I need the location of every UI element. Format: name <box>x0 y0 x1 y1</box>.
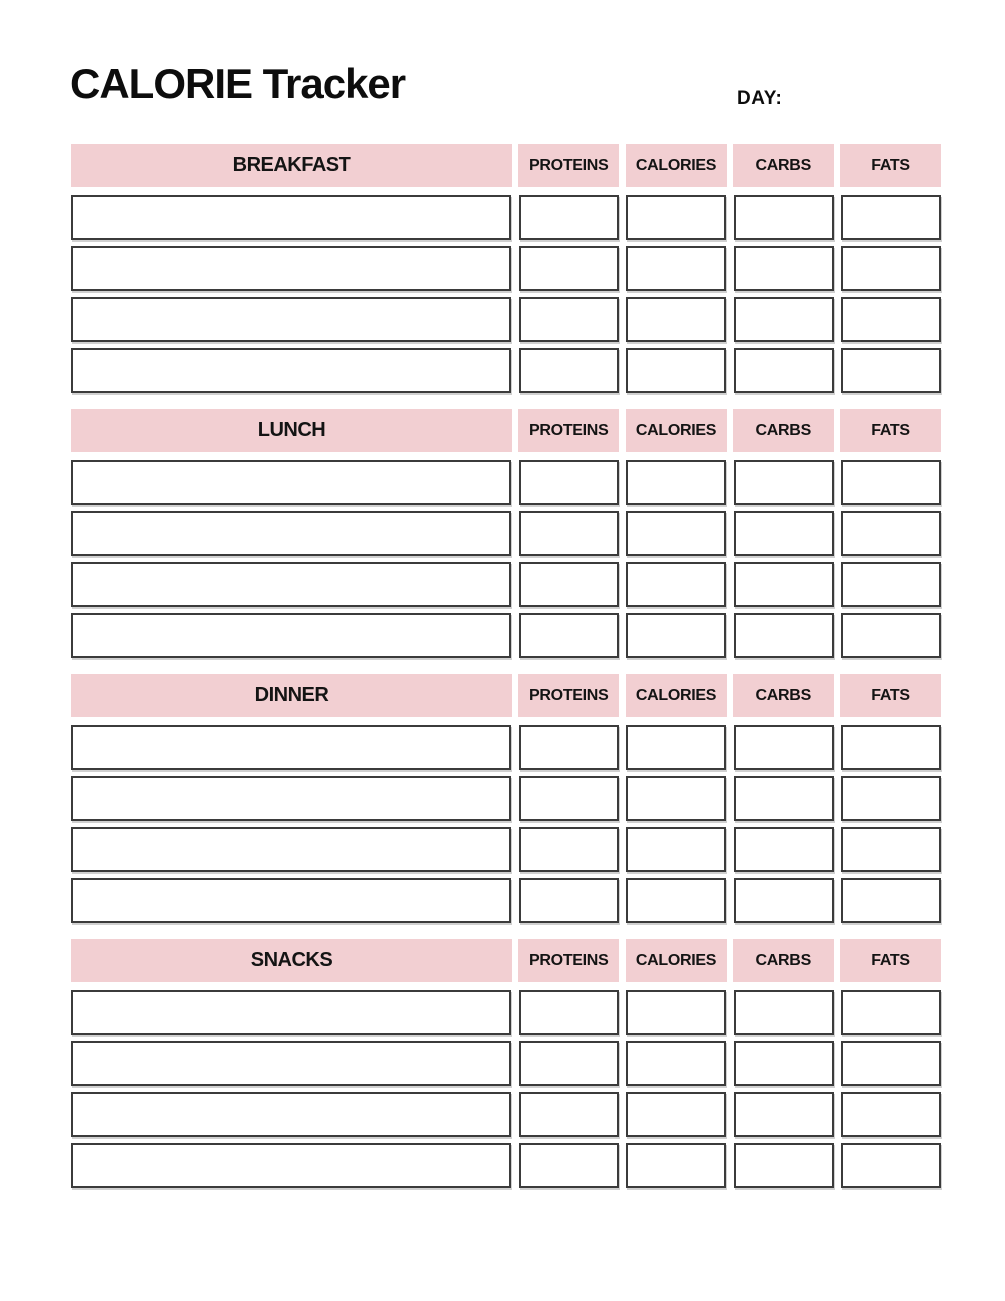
carbs-cell[interactable] <box>734 827 834 872</box>
proteins-cell[interactable] <box>519 348 619 393</box>
section-title-snacks: SNACKS <box>71 939 512 982</box>
section-header-row <box>71 674 941 717</box>
carbs-cell[interactable] <box>734 1092 834 1137</box>
fats-cell[interactable] <box>841 776 941 821</box>
fats-cell[interactable] <box>841 990 941 1035</box>
carbs-cell[interactable] <box>734 348 834 393</box>
section-snacks <box>71 939 941 1188</box>
column-header-carbs: CARBS <box>733 409 834 452</box>
section-header-row <box>71 409 941 452</box>
column-header-proteins: PROTEINS <box>518 144 619 187</box>
carbs-cell[interactable] <box>734 562 834 607</box>
tracker-table <box>71 144 941 1188</box>
proteins-cell[interactable] <box>519 460 619 505</box>
carbs-cell[interactable] <box>734 195 834 240</box>
calories-cell[interactable] <box>626 348 726 393</box>
table-row <box>71 297 941 342</box>
table-row <box>71 1143 941 1188</box>
column-header-fats: FATS <box>840 939 941 982</box>
fats-cell[interactable] <box>841 1092 941 1137</box>
food-entry-cell[interactable] <box>71 246 511 291</box>
table-row <box>71 776 941 821</box>
food-entry-cell[interactable] <box>71 776 511 821</box>
section-breakfast <box>71 144 941 393</box>
carbs-cell[interactable] <box>734 460 834 505</box>
calories-cell[interactable] <box>626 725 726 770</box>
table-row <box>71 990 941 1035</box>
section-dinner <box>71 674 941 923</box>
fats-cell[interactable] <box>841 725 941 770</box>
calories-cell[interactable] <box>626 1143 726 1188</box>
fats-cell[interactable] <box>841 511 941 556</box>
carbs-cell[interactable] <box>734 1143 834 1188</box>
column-header-carbs: CARBS <box>733 144 834 187</box>
calories-cell[interactable] <box>626 195 726 240</box>
column-header-calories: CALORIES <box>626 674 727 717</box>
section-title-lunch: LUNCH <box>71 409 512 452</box>
table-row <box>71 613 941 658</box>
proteins-cell[interactable] <box>519 990 619 1035</box>
table-row <box>71 1092 941 1137</box>
proteins-cell[interactable] <box>519 1092 619 1137</box>
food-entry-cell[interactable] <box>71 562 511 607</box>
proteins-cell[interactable] <box>519 195 619 240</box>
fats-cell[interactable] <box>841 613 941 658</box>
section-title-dinner: DINNER <box>71 674 512 717</box>
calories-cell[interactable] <box>626 1041 726 1086</box>
food-entry-cell[interactable] <box>71 297 511 342</box>
column-header-carbs: CARBS <box>733 939 834 982</box>
page-title: CALORIE Tracker <box>70 60 406 107</box>
carbs-cell[interactable] <box>734 1041 834 1086</box>
fats-cell[interactable] <box>841 1143 941 1188</box>
calories-cell[interactable] <box>626 511 726 556</box>
table-row <box>71 246 941 291</box>
calories-cell[interactable] <box>626 1092 726 1137</box>
calories-cell[interactable] <box>626 460 726 505</box>
calories-cell[interactable] <box>626 776 726 821</box>
table-row <box>71 562 941 607</box>
food-entry-cell[interactable] <box>71 725 511 770</box>
food-entry-cell[interactable] <box>71 195 511 240</box>
carbs-cell[interactable] <box>734 511 834 556</box>
food-entry-cell[interactable] <box>71 613 511 658</box>
column-header-carbs: CARBS <box>733 674 834 717</box>
section-title-breakfast: BREAKFAST <box>71 144 512 187</box>
fats-cell[interactable] <box>841 246 941 291</box>
food-entry-cell[interactable] <box>71 990 511 1035</box>
proteins-cell[interactable] <box>519 1041 619 1086</box>
fats-cell[interactable] <box>841 460 941 505</box>
fats-cell[interactable] <box>841 297 941 342</box>
table-row <box>71 725 941 770</box>
proteins-cell[interactable] <box>519 776 619 821</box>
table-row <box>71 878 941 923</box>
proteins-cell[interactable] <box>519 246 619 291</box>
proteins-cell[interactable] <box>519 613 619 658</box>
table-row <box>71 460 941 505</box>
column-header-proteins: PROTEINS <box>518 674 619 717</box>
table-row <box>71 511 941 556</box>
table-row <box>71 348 941 393</box>
column-header-calories: CALORIES <box>626 939 727 982</box>
section-header-row <box>71 939 941 982</box>
calories-cell[interactable] <box>626 878 726 923</box>
fats-cell[interactable] <box>841 827 941 872</box>
table-row <box>71 827 941 872</box>
column-header-calories: CALORIES <box>626 144 727 187</box>
food-entry-cell[interactable] <box>71 1143 511 1188</box>
fats-cell[interactable] <box>841 562 941 607</box>
fats-cell[interactable] <box>841 195 941 240</box>
proteins-cell[interactable] <box>519 511 619 556</box>
calories-cell[interactable] <box>626 827 726 872</box>
calories-cell[interactable] <box>626 246 726 291</box>
proteins-cell[interactable] <box>519 725 619 770</box>
proteins-cell[interactable] <box>519 1143 619 1188</box>
section-lunch <box>71 409 941 658</box>
proteins-cell[interactable] <box>519 878 619 923</box>
food-entry-cell[interactable] <box>71 1092 511 1137</box>
carbs-cell[interactable] <box>734 613 834 658</box>
carbs-cell[interactable] <box>734 990 834 1035</box>
proteins-cell[interactable] <box>519 827 619 872</box>
food-entry-cell[interactable] <box>71 878 511 923</box>
column-header-calories: CALORIES <box>626 409 727 452</box>
carbs-cell[interactable] <box>734 725 834 770</box>
column-header-proteins: PROTEINS <box>518 409 619 452</box>
calories-cell[interactable] <box>626 613 726 658</box>
column-header-proteins: PROTEINS <box>518 939 619 982</box>
table-row <box>71 1041 941 1086</box>
proteins-cell[interactable] <box>519 297 619 342</box>
section-header-row <box>71 144 941 187</box>
calories-cell[interactable] <box>626 562 726 607</box>
table-row <box>71 195 941 240</box>
food-entry-cell[interactable] <box>71 460 511 505</box>
column-header-fats: FATS <box>840 144 941 187</box>
fats-cell[interactable] <box>841 878 941 923</box>
day-label: DAY: <box>737 88 783 109</box>
carbs-cell[interactable] <box>734 246 834 291</box>
column-header-fats: FATS <box>840 409 941 452</box>
calories-cell[interactable] <box>626 990 726 1035</box>
carbs-cell[interactable] <box>734 297 834 342</box>
fats-cell[interactable] <box>841 348 941 393</box>
proteins-cell[interactable] <box>519 562 619 607</box>
calories-cell[interactable] <box>626 297 726 342</box>
food-entry-cell[interactable] <box>71 511 511 556</box>
fats-cell[interactable] <box>841 1041 941 1086</box>
column-header-fats: FATS <box>840 674 941 717</box>
food-entry-cell[interactable] <box>71 827 511 872</box>
food-entry-cell[interactable] <box>71 1041 511 1086</box>
carbs-cell[interactable] <box>734 776 834 821</box>
carbs-cell[interactable] <box>734 878 834 923</box>
food-entry-cell[interactable] <box>71 348 511 393</box>
